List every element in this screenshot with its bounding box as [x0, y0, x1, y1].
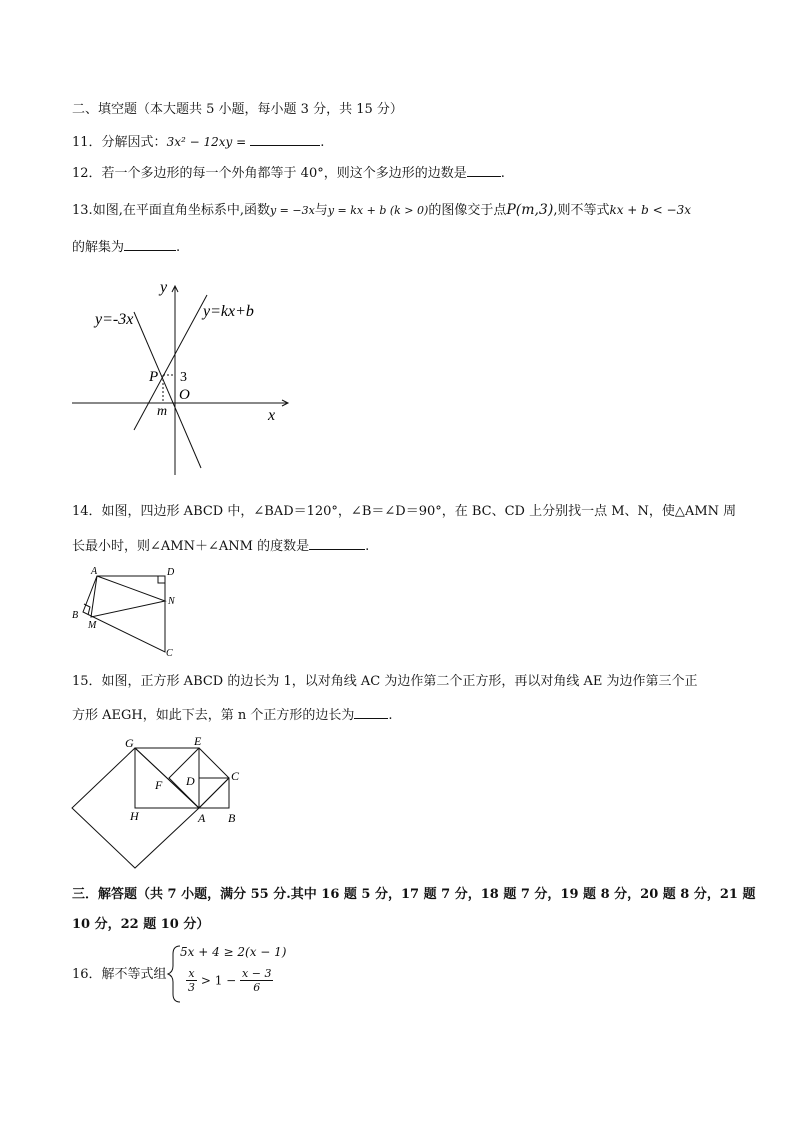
- label-3: 3: [180, 370, 187, 385]
- label-b: B: [72, 610, 79, 621]
- question-number: 15．: [72, 674, 102, 689]
- function-1: y = −3x: [269, 204, 315, 217]
- label-a: A: [198, 811, 206, 825]
- point-p: P(m,3): [506, 202, 554, 218]
- fraction-1-den: 3: [188, 981, 195, 994]
- label-d: D: [167, 567, 175, 578]
- question-text: 如图，正方形 ABCD 的边长为 1，以对角线 AC 为边作第二个正方形，再以对角线 AE 为边作第三个正: [101, 674, 698, 689]
- section-3-line2: 10 分，22 题 10 分）: [72, 917, 210, 932]
- fraction-2: [240, 967, 273, 994]
- question-number: 12．: [72, 166, 102, 181]
- label-m: M: [88, 620, 97, 631]
- fraction-1-num: x: [186, 967, 197, 981]
- question-text-c: ,则不等式: [553, 203, 610, 218]
- question-text: 方形 AEGH，如此下去，第 n 个正方形的边长为: [72, 708, 355, 723]
- question-text-mid: 与: [314, 203, 328, 218]
- question-end: .: [320, 135, 325, 150]
- question-number: 14．: [72, 504, 102, 519]
- y-axis-label: y: [160, 279, 168, 296]
- section-3-line1: 三．解答题（共 7 小题，满分 55 分.其中 16 题 5 分，17 题 7 分，18 题 7 分，19 题 8 分，20 题 8 分，21 题: [72, 887, 756, 902]
- label-g: G: [125, 736, 134, 750]
- label-p: P: [149, 369, 159, 385]
- x-axis-label: x: [268, 407, 276, 424]
- question-number: 13.: [72, 203, 93, 218]
- question-end: .: [388, 708, 393, 723]
- inequality-2: [186, 967, 273, 994]
- question-text: 分解因式：: [101, 135, 167, 150]
- question-end: .: [176, 240, 181, 255]
- label-o: O: [179, 387, 190, 403]
- label-e: E: [194, 734, 202, 748]
- label-line-2: y=kx+b: [203, 303, 254, 320]
- inequality-2-middle: > 1 −: [200, 973, 237, 988]
- question-text: 如图,在平面直角坐标系中,函数: [92, 203, 270, 218]
- label-m: m: [157, 404, 168, 419]
- fraction-2-num: x − 3: [242, 967, 272, 980]
- label-n: N: [168, 596, 175, 607]
- fraction-1: [186, 967, 197, 994]
- fraction-2-den: 6: [253, 981, 261, 994]
- inequality-1: 5x + 4 ≥ 2(x − 1): [180, 945, 287, 959]
- question-text: 解不等式组: [101, 967, 167, 982]
- label-b: B: [228, 811, 236, 825]
- label-c: C: [231, 769, 240, 783]
- question-text-b: 的图像交于点: [428, 203, 507, 218]
- label-d: D: [186, 774, 195, 788]
- question-text: 若一个多边形的每一个外角都等于 40°，则这个多边形的边数是: [101, 166, 467, 181]
- question-text: 如图，四边形 ABCD 中，∠BAD＝120°，∠B＝∠D＝90°，在 BC、CD 上分别找一点 M、N，使△AMN 周: [101, 504, 737, 519]
- function-2: y = kx + b (k > 0): [327, 204, 429, 217]
- question-end: .: [500, 166, 505, 181]
- label-a: A: [91, 566, 98, 577]
- question-number: 11．: [72, 135, 102, 150]
- question-end: .: [365, 539, 370, 554]
- label-f: F: [155, 778, 163, 792]
- inequality: kx + b < −3x: [609, 203, 691, 217]
- question-number: 16．: [72, 967, 102, 982]
- left-brace: [168, 946, 180, 1002]
- section-2-heading-text: 二、填空题（本大题共 5 小题，每小题 3 分，共 15 分）: [72, 102, 403, 117]
- math-expression: 3x² − 12xy =: [166, 135, 247, 149]
- question-text: 的解集为: [72, 240, 125, 255]
- label-c: C: [166, 648, 173, 659]
- label-h: H: [130, 809, 139, 823]
- label-line-1: y=-3x: [95, 311, 134, 328]
- question-text: 长最小时，则∠AMN＋∠ANM 的度数是: [72, 539, 310, 554]
